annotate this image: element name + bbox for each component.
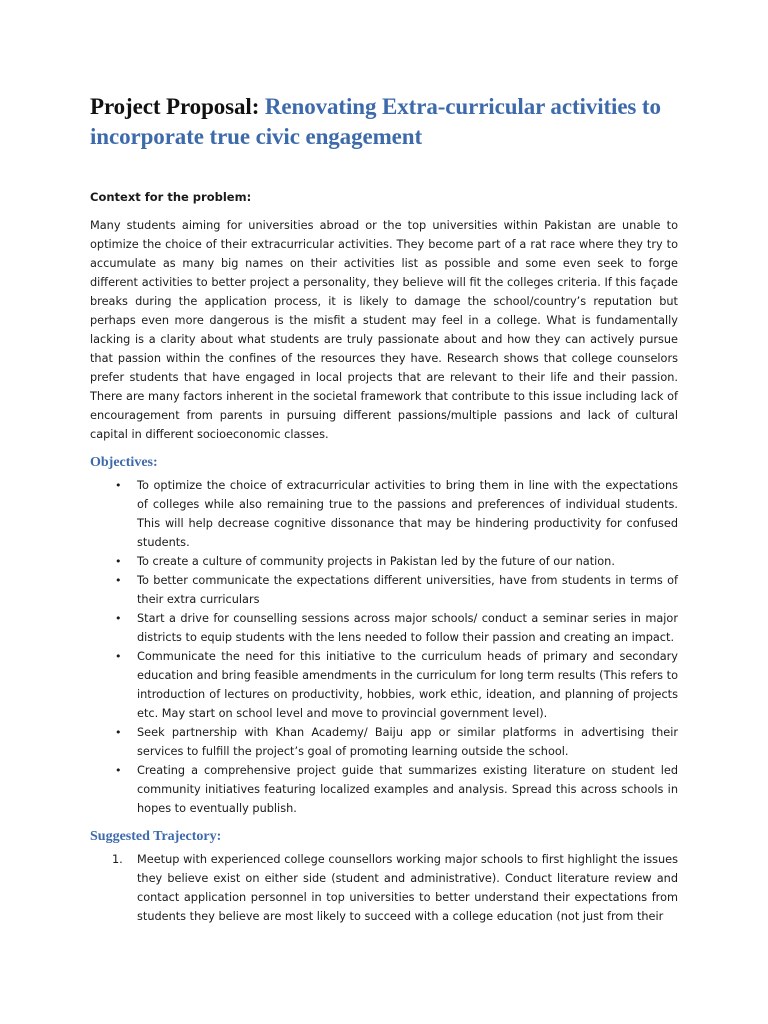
- trajectory-heading: Suggested Trajectory:: [90, 829, 222, 844]
- title-lead: Project Proposal:: [90, 94, 260, 119]
- document-page: [90, 92, 678, 926]
- context-paragraph: Many students aiming for universities abroad or the top universities within Pakistan are unable to optimize the choice of their extracurricular activities. They become part of a rat race where they try to accumulate as many big names on their activities list as possible and some even seek to forge different activities to better project a personality, they believe will fit the colleges criteria. If this façade breaks during the application process, it is likely to damage the school/country’s reputation but perhaps even more dangerous is the misfit a student may feel in a college. What is fundamentally lacking is a clarity about what students are truly passionate about and how they can actively pursue that passion within the confines of the resources they have. Research shows that college counselors prefer students that have engaged in local projects that are relevant to their life and their passion. There are many factors inherent in the societal framework that contribute to this issue including lack of encouragement from parents in pursuing different passions/multiple passions and lack of cultural capital in different socioeconomic classes.: [90, 219, 678, 441]
- bullet-icon: •: [115, 650, 122, 663]
- title-subject: Renovating Extra-curricular activities to incorporate true civic engagement: [90, 94, 661, 149]
- objective-text: Seek partnership with Khan Academy/ Baiju app or similar platforms in advertising their services to fulfill the project’s goal of promoting learning outside the school.: [137, 726, 678, 758]
- objectives-heading: Objectives:: [90, 455, 158, 470]
- trajectory-item-number: 1.: [112, 853, 123, 866]
- objective-text: To optimize the choice of extracurricular activities to bring them in line with the expectations of colleges while also remaining true to the passions and preferences of individual students. This will help decrease cognitive dissonance that may be hindering productivity for confused students.: [137, 479, 678, 549]
- objective-item: [90, 609, 678, 647]
- objective-item: [90, 476, 678, 552]
- objective-text: To better communicate the expectations different universities, have from students in terms of their extra curriculars: [137, 574, 678, 606]
- objective-item: [90, 571, 678, 609]
- objective-text: Communicate the need for this initiative to the curriculum heads of primary and secondary education and bring feasible amendments in the curriculum for long term results (This refers to introduction of lectures on productivity, hobbies, work ethic, ideation, and planning of projects etc. May start on school level and move to provincial government level).: [137, 650, 678, 720]
- bullet-icon: •: [115, 764, 122, 777]
- document-title: [90, 92, 678, 152]
- objective-item: [90, 723, 678, 761]
- objective-item: [90, 647, 678, 723]
- trajectory-item-text: Meetup with experienced college counsellors working major schools to first highlight the issues they believe exist on either side (student and administrative). Conduct literature review and contact application personnel in top universities to better understand their expectations from students they believe are most likely to succeed with a college education (not just from their: [137, 853, 678, 923]
- trajectory-item: [90, 850, 678, 926]
- context-heading: Context for the problem:: [90, 190, 252, 204]
- objectives-list: [90, 476, 678, 818]
- trajectory-list: [90, 850, 678, 926]
- objective-item: [90, 761, 678, 818]
- objective-text: To create a culture of community projects in Pakistan led by the future of our nation.: [137, 555, 615, 568]
- objective-text: Start a drive for counselling sessions across major schools/ conduct a seminar series in major districts to equip students with the lens needed to follow their passion and creating an impact.: [137, 612, 678, 644]
- bullet-icon: •: [115, 574, 122, 587]
- bullet-icon: •: [115, 726, 122, 739]
- bullet-icon: •: [115, 555, 122, 568]
- bullet-icon: •: [115, 479, 122, 492]
- bullet-icon: •: [115, 612, 122, 625]
- objective-item: [90, 552, 678, 571]
- objective-text: Creating a comprehensive project guide that summarizes existing literature on student led community initiatives featuring localized examples and analysis. Spread this across schools in hopes to eventually publish.: [137, 764, 678, 815]
